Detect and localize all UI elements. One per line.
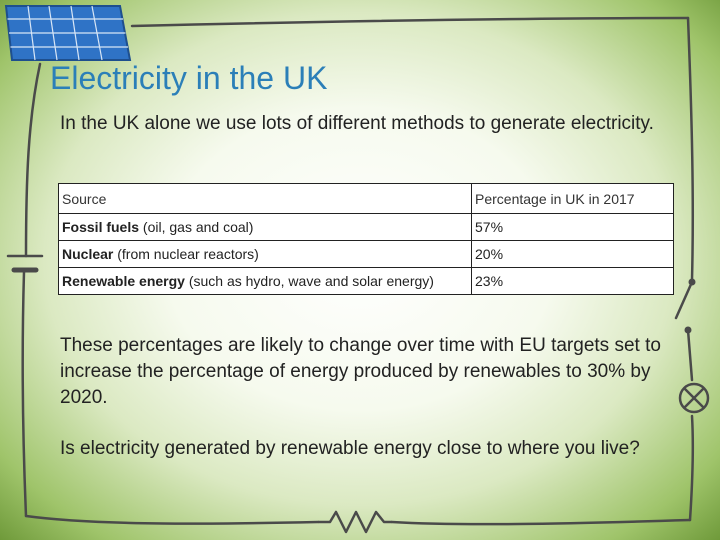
body-paragraph: These percentages are likely to change over time with EU targets set to increase the percentage of energy produced by renewables to 30% by 2020.	[60, 335, 661, 408]
table-header-row	[59, 184, 674, 214]
source-cell	[59, 268, 472, 295]
table-row	[59, 241, 674, 268]
percentage-cell: 20%	[472, 241, 674, 268]
question-paragraph: Is electricity generated by renewable energy close to where you live?	[60, 438, 640, 459]
battery-icon	[8, 256, 42, 270]
source-cell	[59, 241, 472, 268]
percentage-cell: 57%	[472, 214, 674, 241]
source-name: Nuclear	[62, 246, 114, 262]
source-detail: (oil, gas and coal)	[139, 219, 254, 235]
source-name: Renewable energy	[62, 273, 185, 289]
source-detail: (such as hydro, wave and solar energy)	[184, 273, 434, 289]
slide-title: Electricity in the UK	[50, 60, 328, 96]
switch-icon	[676, 279, 696, 334]
resistor-icon	[318, 512, 392, 532]
header-source: Source	[59, 184, 472, 214]
source-name: Fossil fuels	[62, 219, 140, 235]
table-row	[59, 214, 674, 241]
intro-text: In the UK alone we use lots of different methods to generate electricity.	[60, 113, 654, 134]
lamp-icon	[680, 384, 708, 412]
energy-sources-table	[58, 183, 674, 295]
source-detail: (from nuclear reactors)	[113, 246, 259, 262]
source-cell	[59, 214, 472, 241]
percentage-cell: 23%	[472, 268, 674, 295]
header-percentage: Percentage in UK in 2017	[472, 184, 674, 214]
solar-panel-icon	[4, 2, 134, 64]
table-row	[59, 268, 674, 295]
